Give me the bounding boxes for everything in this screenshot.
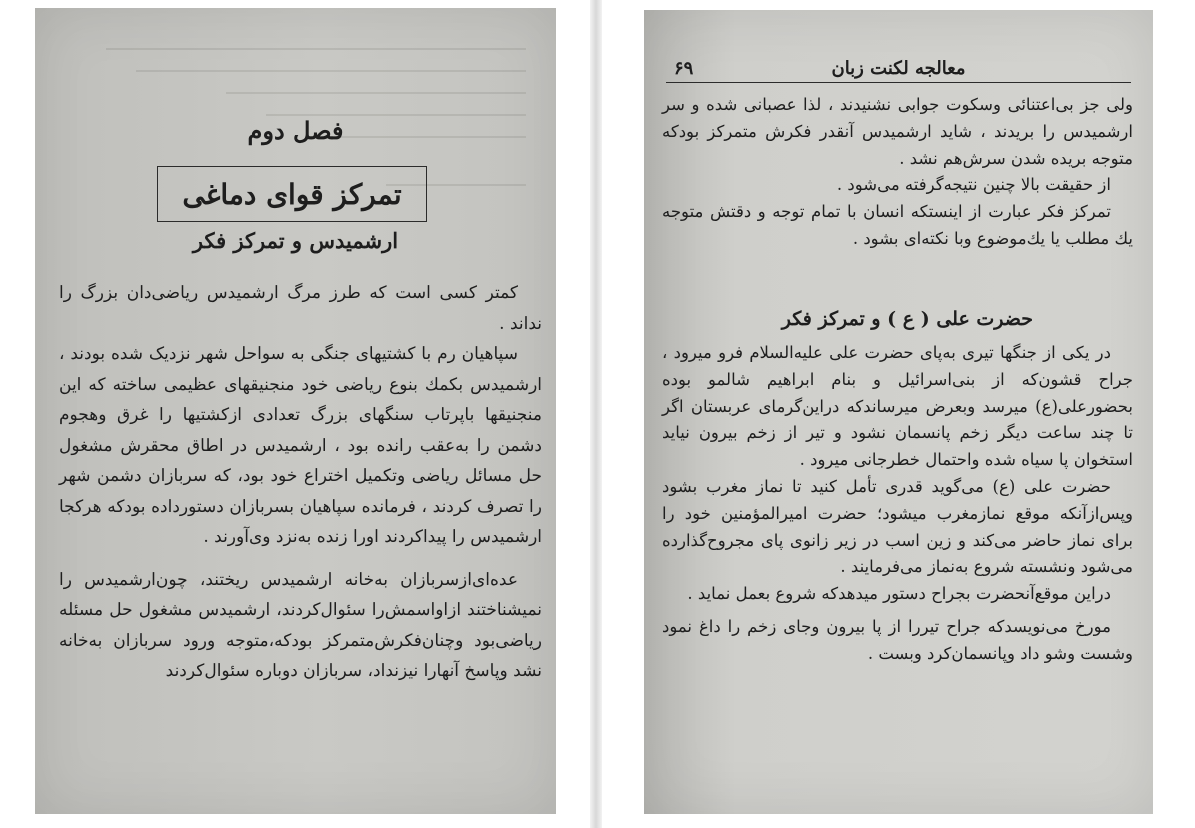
chapter-title: فصل دوم (247, 116, 344, 145)
page-number: ۶۹ (674, 58, 694, 79)
section-heading: حضرت علی ( ع ) و تمرکز فکر (781, 308, 1033, 330)
boxed-section-title: تمرکز قوای دماغی (157, 166, 427, 222)
paragraph: عده‌ای‌ازسربازان به‌خانه ارشمیدس ریختند، چون‌ارشمیدس را نمیشناختند ازاواسمش‌را سئوال‌کردند، ارشمیدس مشغول حل مسئله ریاضی‌بود وچنان‌فکرش‌متمرکز بودکه،متوجه ورود سربازان به‌خانه نشد وپاسخ آنهارا نیزنداد، سربازان دوباره سئوال‌کردند (59, 569, 542, 681)
left-page (35, 8, 556, 814)
paragraph: تمرکز فکر عبارت از اینستکه انسان با تمام توجه و دقتش متوجه یك مطلب یا یك‌موضوع وبا نکته‌ای بشود . (662, 202, 1133, 248)
right-body-text-bottom (662, 340, 1133, 668)
running-head (666, 56, 1131, 83)
paragraph: دراین موقع‌آنحضرت بجراح دستور میدهدکه شروع بعمل نماید . (687, 584, 1111, 604)
paragraph: ولی جز بی‌اعتنائی وسکوت جوابی نشنیدند ، لذا عصبانی شده و سر ارشمیدس را بریدند ، شاید ارشمیدس آنقدر فکرش متمرکز بودکه متوجه بریده شدن سرش‌هم نشد . (662, 95, 1133, 168)
paragraph: سپاهیان رم با کشتیهای جنگی به سواحل شهر نزدیک شده بودند ، ارشمیدس بکمك بنوع ریاضی خود منجنیقهای عظیمی ساخته که این منجنیقها باپرتاب سنگهای بزرگ تعدادی ازکشتیها را غرق وهجوم دشمن را به‌عقب رانده بود ، ارشمیدس در اطاق محقرش مشغول حل مسائل ریاضی وتکمیل اختراع خود بود، که سربازان دشمن شهر را تصرف کردند ، فرمانده سپاهیان بسربازان دستورداده بودکه هرکجا ارشمیدس را پیداکردند اورا زنده به‌نزد وی‌آورند . (59, 344, 542, 547)
paragraph: در یکی از جنگها تیری به‌پای حضرت علی علیه‌السلام فرو میرود ، جراح قشون‌که از بنی‌اسرائیل و بنام ابراهیم شالمو بوده بحضورعلی(ع) میرسد وبعرض میرساندکه دراین‌گرمای عربستان اگر تا چند ساعت دیگر زخم پانسمان نشود و تیر از زخم بیرون نیاید استخوان پا سیاه شده واحتمال خطرجانی میرود . (662, 343, 1133, 470)
right-page (644, 10, 1153, 814)
right-body-text-top (662, 92, 1133, 253)
section-subtitle: ارشمیدس و تمرکز فکر (192, 228, 399, 253)
paragraph: مورخ می‌نویسدکه جراح تیررا از پا بیرون وجای زخم را داغ نمود وشست وشو داد وپانسمان‌کرد وبست . (662, 616, 1133, 663)
left-body-text (59, 278, 542, 687)
running-head-title: معالجه لکنت زبان (831, 58, 966, 79)
paragraph: کمتر کسی است که طرز مرگ ارشمیدس ریاضی‌دان بزرگ را نداند . (59, 283, 542, 334)
book-gutter (590, 0, 602, 828)
paragraph: حضرت علی (ع) می‌گوید قدری تأمل کنید تا نماز مغرب بشود وپس‌ازآنکه موقع نمازمغرب میشود؛ حضرت امیرالمؤمنین خود را برای نماز حاضر می‌کند و زین اسب در زیر زانوی پای مجروح‌گذارده می‌شود ونشسته شروع به‌نماز می‌فرمایند . (662, 476, 1133, 577)
paragraph: از حقیقت بالا چنین نتیجه‌گرفته می‌شود . (836, 175, 1111, 195)
